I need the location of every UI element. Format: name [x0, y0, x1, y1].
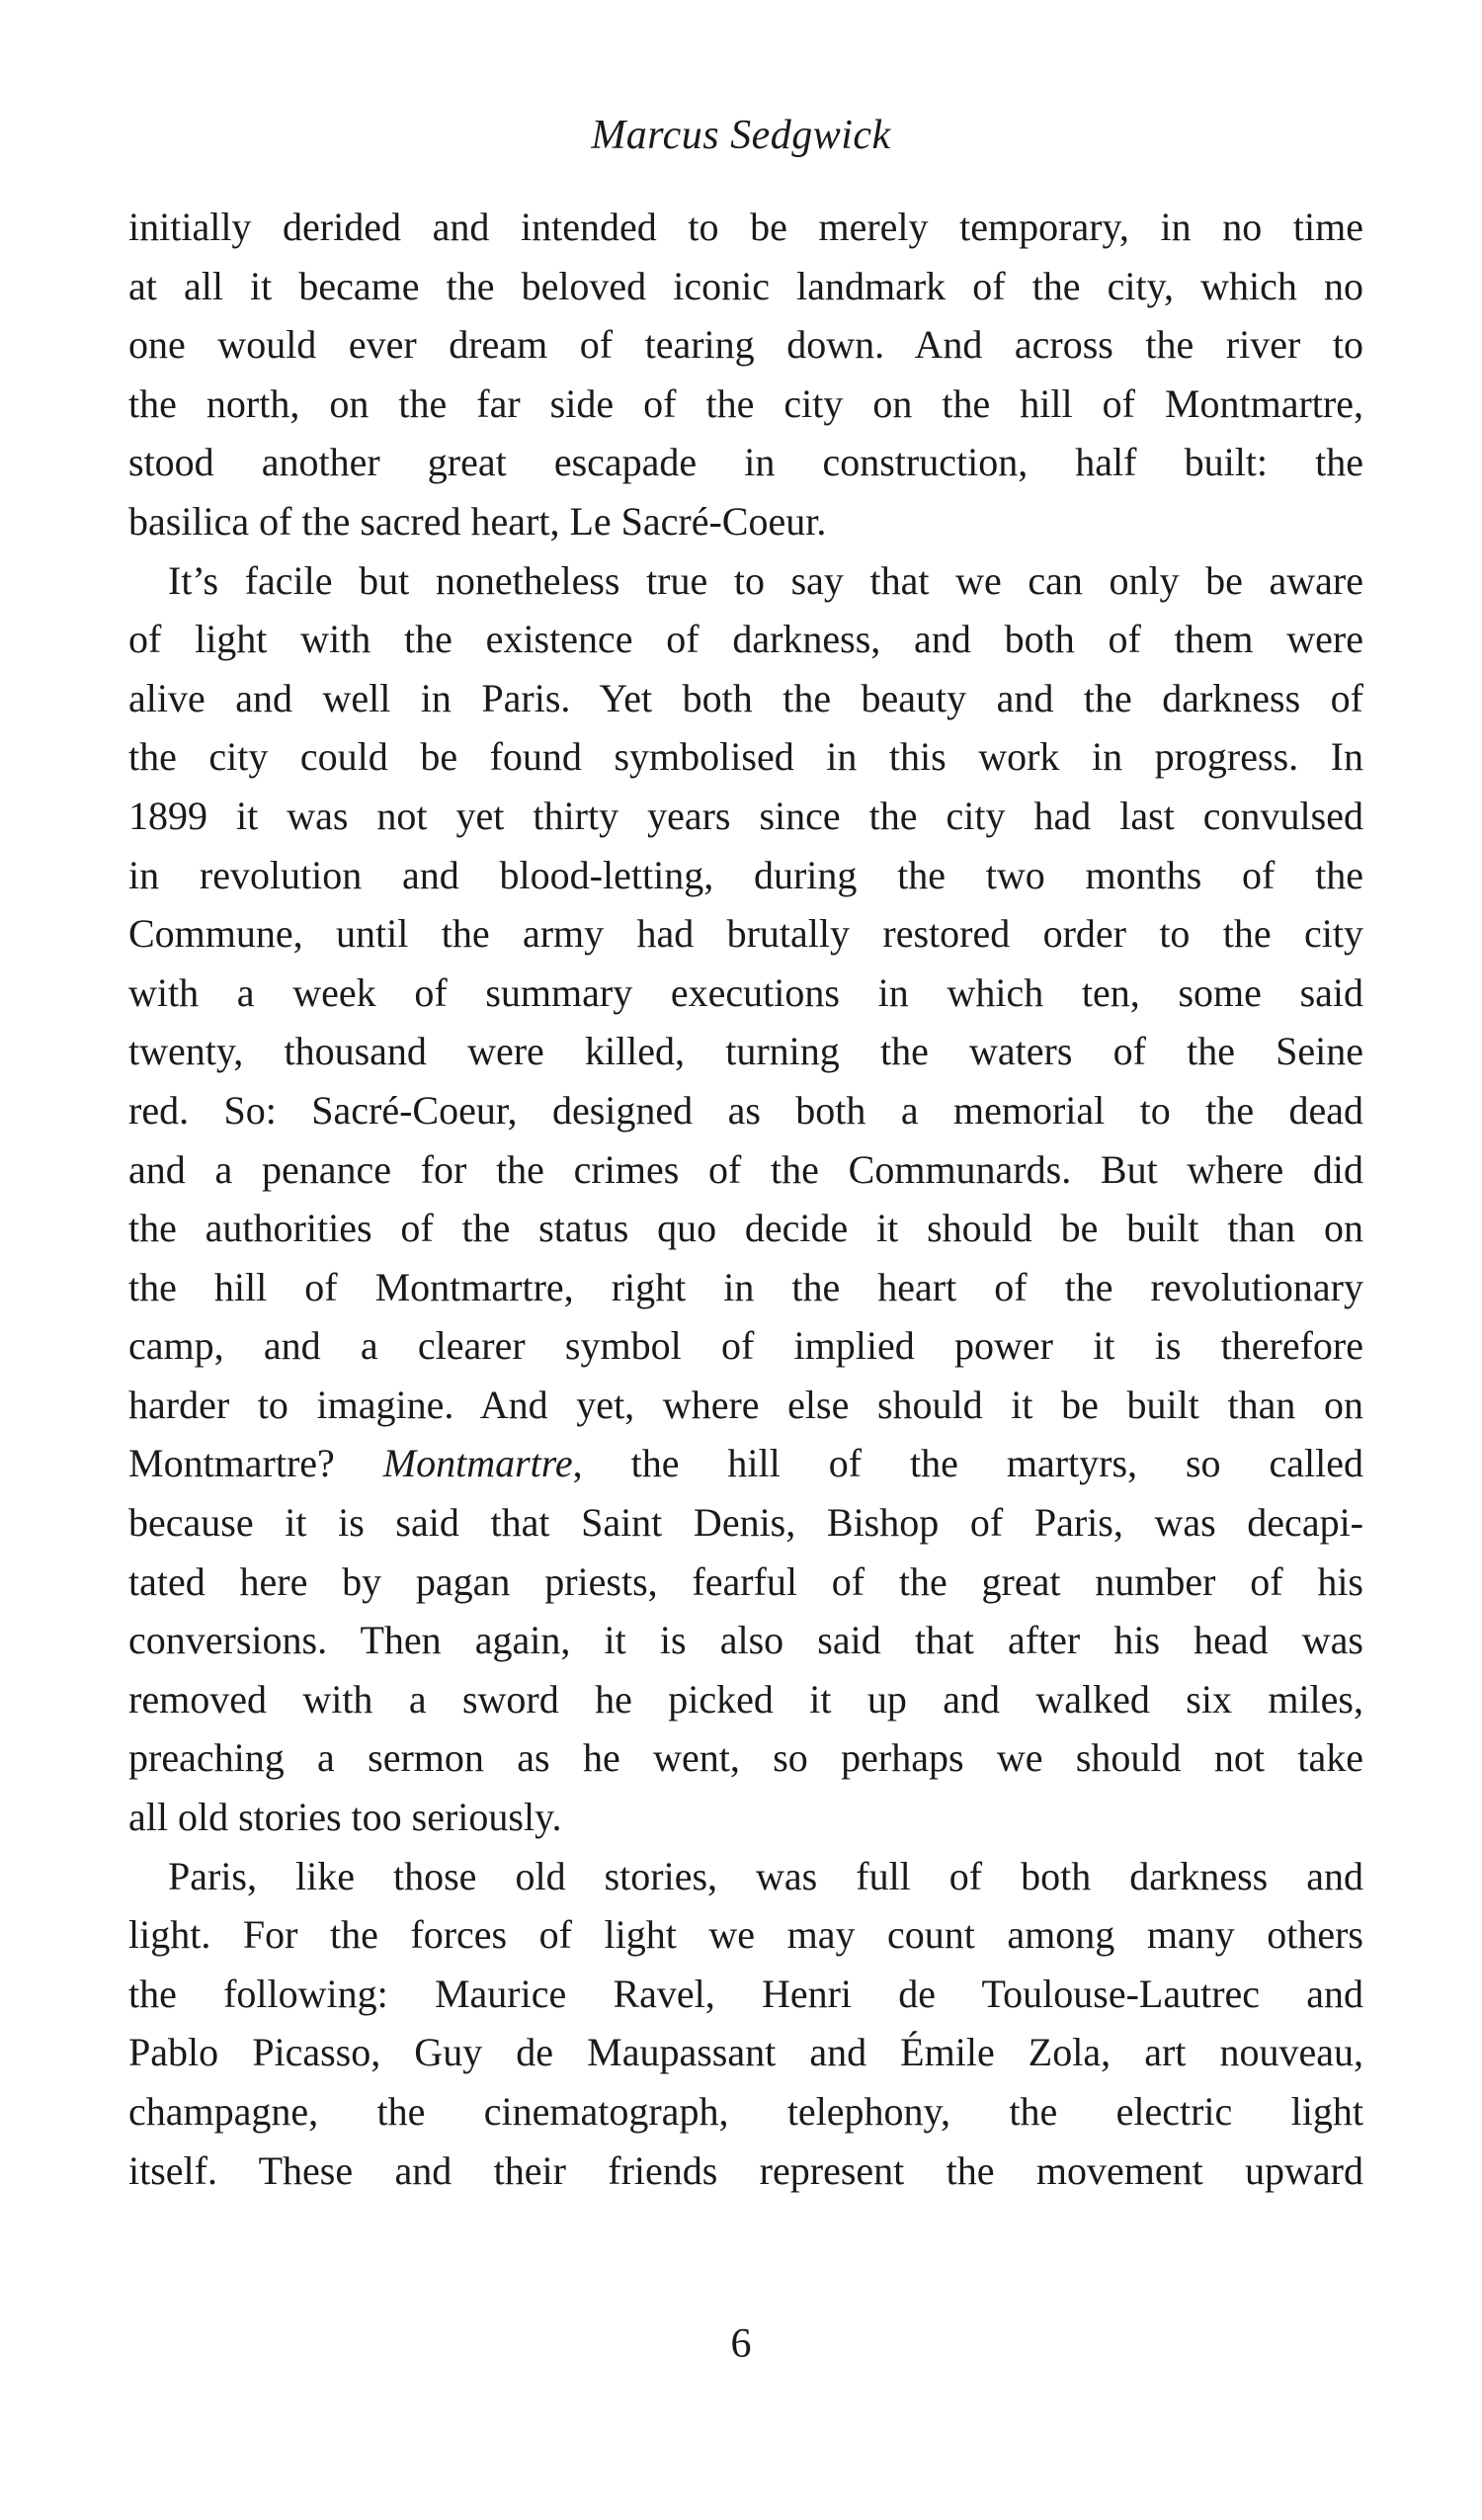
text-line: and a penance for the crimes of the Communards. But where did: [128, 1146, 1363, 1192]
text-line: tated here by pagan priests, fearful of the great number of his: [128, 1558, 1363, 1604]
text-line: preaching a sermon as he went, so perhaps we should not take: [128, 1735, 1363, 1781]
body-text: [128, 198, 1363, 2200]
text-line: twenty, thousand were killed, turning the waters of the Seine: [128, 1029, 1363, 1074]
text-line: with a week of summary executions in which ten, some said: [128, 969, 1363, 1015]
text-line: in revolution and blood-letting, during the two months of the: [128, 852, 1363, 897]
text-line: at all it became the beloved iconic landmark of the city, which no: [128, 263, 1363, 308]
text-line: of light with the existence of darkness, and both of them were: [128, 617, 1363, 662]
text-line: all old stories too seriously.: [128, 1795, 562, 1840]
text-line: alive and well in Paris. Yet both the beauty and the darkness of: [128, 675, 1363, 720]
text-line: removed with a sword he picked it up and walked six miles,: [128, 1676, 1363, 1722]
text-line: conversions. Then again, it is also said that after his head was: [128, 1618, 1363, 1663]
paragraph: [128, 1847, 1363, 2201]
paragraph: [128, 198, 1363, 551]
text-line: initially derided and intended to be merely temporary, in no time: [128, 205, 1363, 249]
text-line: camp, and a clearer symbol of implied power it is therefore: [128, 1323, 1363, 1369]
text-line: champagne, the cinematograph, telephony, the electric light: [128, 2089, 1363, 2134]
text-line: basilica of the sacred heart, Le Sacré-Coeur.: [128, 498, 827, 544]
text-line: It’s facile but nonetheless true to say that we can only be aware: [168, 557, 1363, 603]
page-number: 6: [730, 2321, 752, 2367]
text-line-with-emphasis: [128, 1434, 1363, 1493]
text-line: one would ever dream of tearing down. And across the river to: [128, 322, 1363, 368]
text-line: Pablo Picasso, Guy de Maupassant and Émile Zola, art nouveau,: [128, 2030, 1363, 2075]
text-line: light. For the forces of light we may count among many others: [128, 1912, 1363, 1958]
running-head: Marcus Sedgwick: [591, 113, 891, 158]
text-line: Paris, like those old stories, was full of both darkness and: [168, 1853, 1363, 1898]
text-line: itself. These and their friends represent the movement upward: [128, 2147, 1363, 2193]
text-fragment: Montmartre?: [128, 1441, 335, 1486]
text-line: 1899 it was not yet thirty years since the city had last convulsed: [128, 793, 1363, 838]
text-line: harder to imagine. And yet, where else should it be built than on: [128, 1382, 1363, 1427]
text-line: the north, on the far side of the city on the hill of Montmartre,: [128, 380, 1363, 426]
text-fragment: , the hill of the martyrs, so called: [572, 1441, 1364, 1486]
paragraph: [128, 551, 1363, 1847]
text-line: stood another great escapade in construction, half built: the: [128, 440, 1363, 485]
text-line: because it is said that Saint Denis, Bishop of Paris, was decapi-: [128, 1500, 1363, 1546]
text-line: Commune, until the army had brutally restored order to the city: [128, 911, 1363, 957]
text-line: the city could be found symbolised in this work in progress. In: [128, 734, 1363, 780]
text-line: the authorities of the status quo decide it should be built than on: [128, 1206, 1363, 1251]
text-line: the following: Maurice Ravel, Henri de Toulouse-Lautrec and: [128, 1971, 1363, 2016]
text-line: red. So: Sacré-Coeur, designed as both a memorial to the dead: [128, 1087, 1363, 1133]
emphasized-word: Montmartre: [382, 1441, 573, 1486]
text-line: the hill of Montmartre, right in the heart of the revolutionary: [128, 1264, 1363, 1309]
